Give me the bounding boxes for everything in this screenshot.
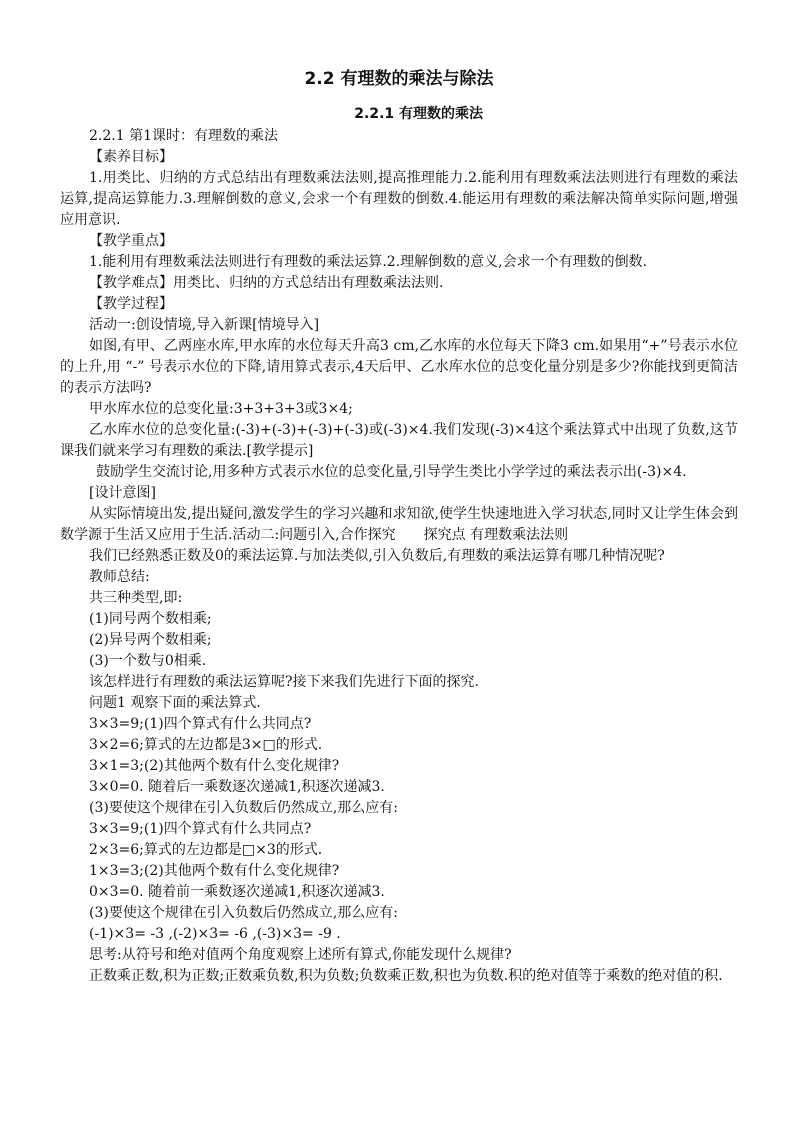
equation-line: 3×1=3;(2)其他两个数有什么变化规律? xyxy=(89,758,340,774)
equation-line: 1×3=3;(2)其他两个数有什么变化规律? xyxy=(89,863,340,879)
list-item-type-2: (2)异号两个数相乘; xyxy=(89,632,212,648)
section-label-goals: 【素养目标】 xyxy=(89,149,173,165)
equation-line: 2×3=6;算式的左边都是□×3的形式. xyxy=(89,842,323,858)
equation-line: (-1)×3= -3 ,(-2)×3= -6 ,(-3)×3= -9 . xyxy=(89,926,341,942)
paragraph-teacher-summary: 教师总结: xyxy=(89,569,150,585)
paragraph-reservoir-b: 乙水库水位的总变化量:(-3)+(-3)+(-3)+(-3)或(-3)×4.我们发现(-3)×4这个乘法算式中出现了负数,这节课我们就来学习有理数的乘法.[教学提示] xyxy=(60,422,738,459)
document-title: 2.2 有理数的乘法与除法 xyxy=(304,69,494,89)
section-subtitle: 2.2.1 有理数的乘法 xyxy=(354,106,483,122)
equation-line: 3×0=0. 随着后一乘数逐次递减1,积逐次递减3. xyxy=(89,779,385,795)
paragraph-goals: 1.用类比、归纳的方式总结出有理数乘法法则,提高推理能力.2.能利用有理数乘法法则进行有理数的乘法运算,提高运算能力.3.理解倒数的意义,会求一个有理数的倒数.4.能运用有理数的乘法解决简单实际问题,增强应用意识. xyxy=(60,170,738,228)
paragraph-three-types: 共三种类型,即: xyxy=(89,590,183,606)
paragraph-design-intent: 从实际情境出发,提出疑问,激发学生的学习兴趣和求知欲,使学生快速地进入学习状态,同时又让学生体会到数学源于生活又应用于生活.活动二:问题引入,合作探究 探究点 有理数乘法法则 xyxy=(60,506,738,543)
equation-line: 0×3=0. 随着前一乘数逐次递减1,积逐次递减3. xyxy=(89,884,385,900)
paragraph-rule-condition: (3)要使这个规律在引入负数后仍然成立,那么应有: xyxy=(89,800,398,816)
section-label-design: [设计意图] xyxy=(89,485,156,501)
section-label-process: 【教学过程】 xyxy=(89,296,173,312)
paragraph-scenario: 如图,有甲、乙两座水库,甲水库的水位每天升高3 cm,乙水库的水位每天下降3 cm.如果用“+”号表示水位的上升,用 “-” 号表示水位的下降,请用算式表示,4天后甲、乙水库水位的总变化量分别是多少?你能找到更简洁的表示方法吗? xyxy=(60,338,738,396)
list-item-type-3: (3)一个数与0相乘. xyxy=(89,653,207,669)
paragraph-difficulty: 【教学难点】用类比、归纳的方式总结出有理数乘法法则. xyxy=(89,275,444,291)
lesson-heading: 2.2.1 第1课时：有理数的乘法 xyxy=(89,128,278,144)
paragraph-explore-intro: 该怎样进行有理数的乘法运算呢?接下来我们先进行下面的探究. xyxy=(89,674,479,690)
section-label-key-points: 【教学重点】 xyxy=(89,233,173,249)
paragraph-teaching-tip: 鼓励学生交流讨论,用多种方式表示水位的总变化量,引导学生类比小学学过的乘法表示出(-3)×4. xyxy=(96,464,687,480)
paragraph-key-points: 1.能利用有理数乘法法则进行有理数的乘法运算.2.理解倒数的意义,会求一个有理数的倒数. xyxy=(89,254,648,270)
paragraph-problem-1: 问题1 观察下面的乘法算式. xyxy=(89,695,261,711)
paragraph-activity-one: 活动一:创设情境,导入新课[情境导入] xyxy=(89,317,320,333)
equation-line: 3×2=6;算式的左边都是3×□的形式. xyxy=(89,737,323,753)
equation-line: 3×3=9;(1)四个算式有什么共同点? xyxy=(89,716,312,732)
paragraph-think: 思考:从符号和绝对值两个角度观察上述所有算式,你能发现什么规律? xyxy=(89,947,512,963)
equation-line: 3×3=9;(1)四个算式有什么共同点? xyxy=(89,821,312,837)
paragraph-reservoir-a: 甲水库水位的总变化量:3+3+3+3或3×4; xyxy=(89,401,353,417)
paragraph-rule-condition: (3)要使这个规律在引入负数后仍然成立,那么应有: xyxy=(89,905,398,921)
paragraph-cases-question: 我们已经熟悉正数及0的乘法运算.与加法类似,引入负数后,有理数的乘法运算有哪几种情况呢? xyxy=(89,548,665,564)
paragraph-conclusion: 正数乘正数,积为正数;正数乘负数,积为负数;负数乘正数,积也为负数.积的绝对值等于乘数的绝对值的积. xyxy=(89,968,723,984)
list-item-type-1: (1)同号两个数相乘; xyxy=(89,611,212,627)
